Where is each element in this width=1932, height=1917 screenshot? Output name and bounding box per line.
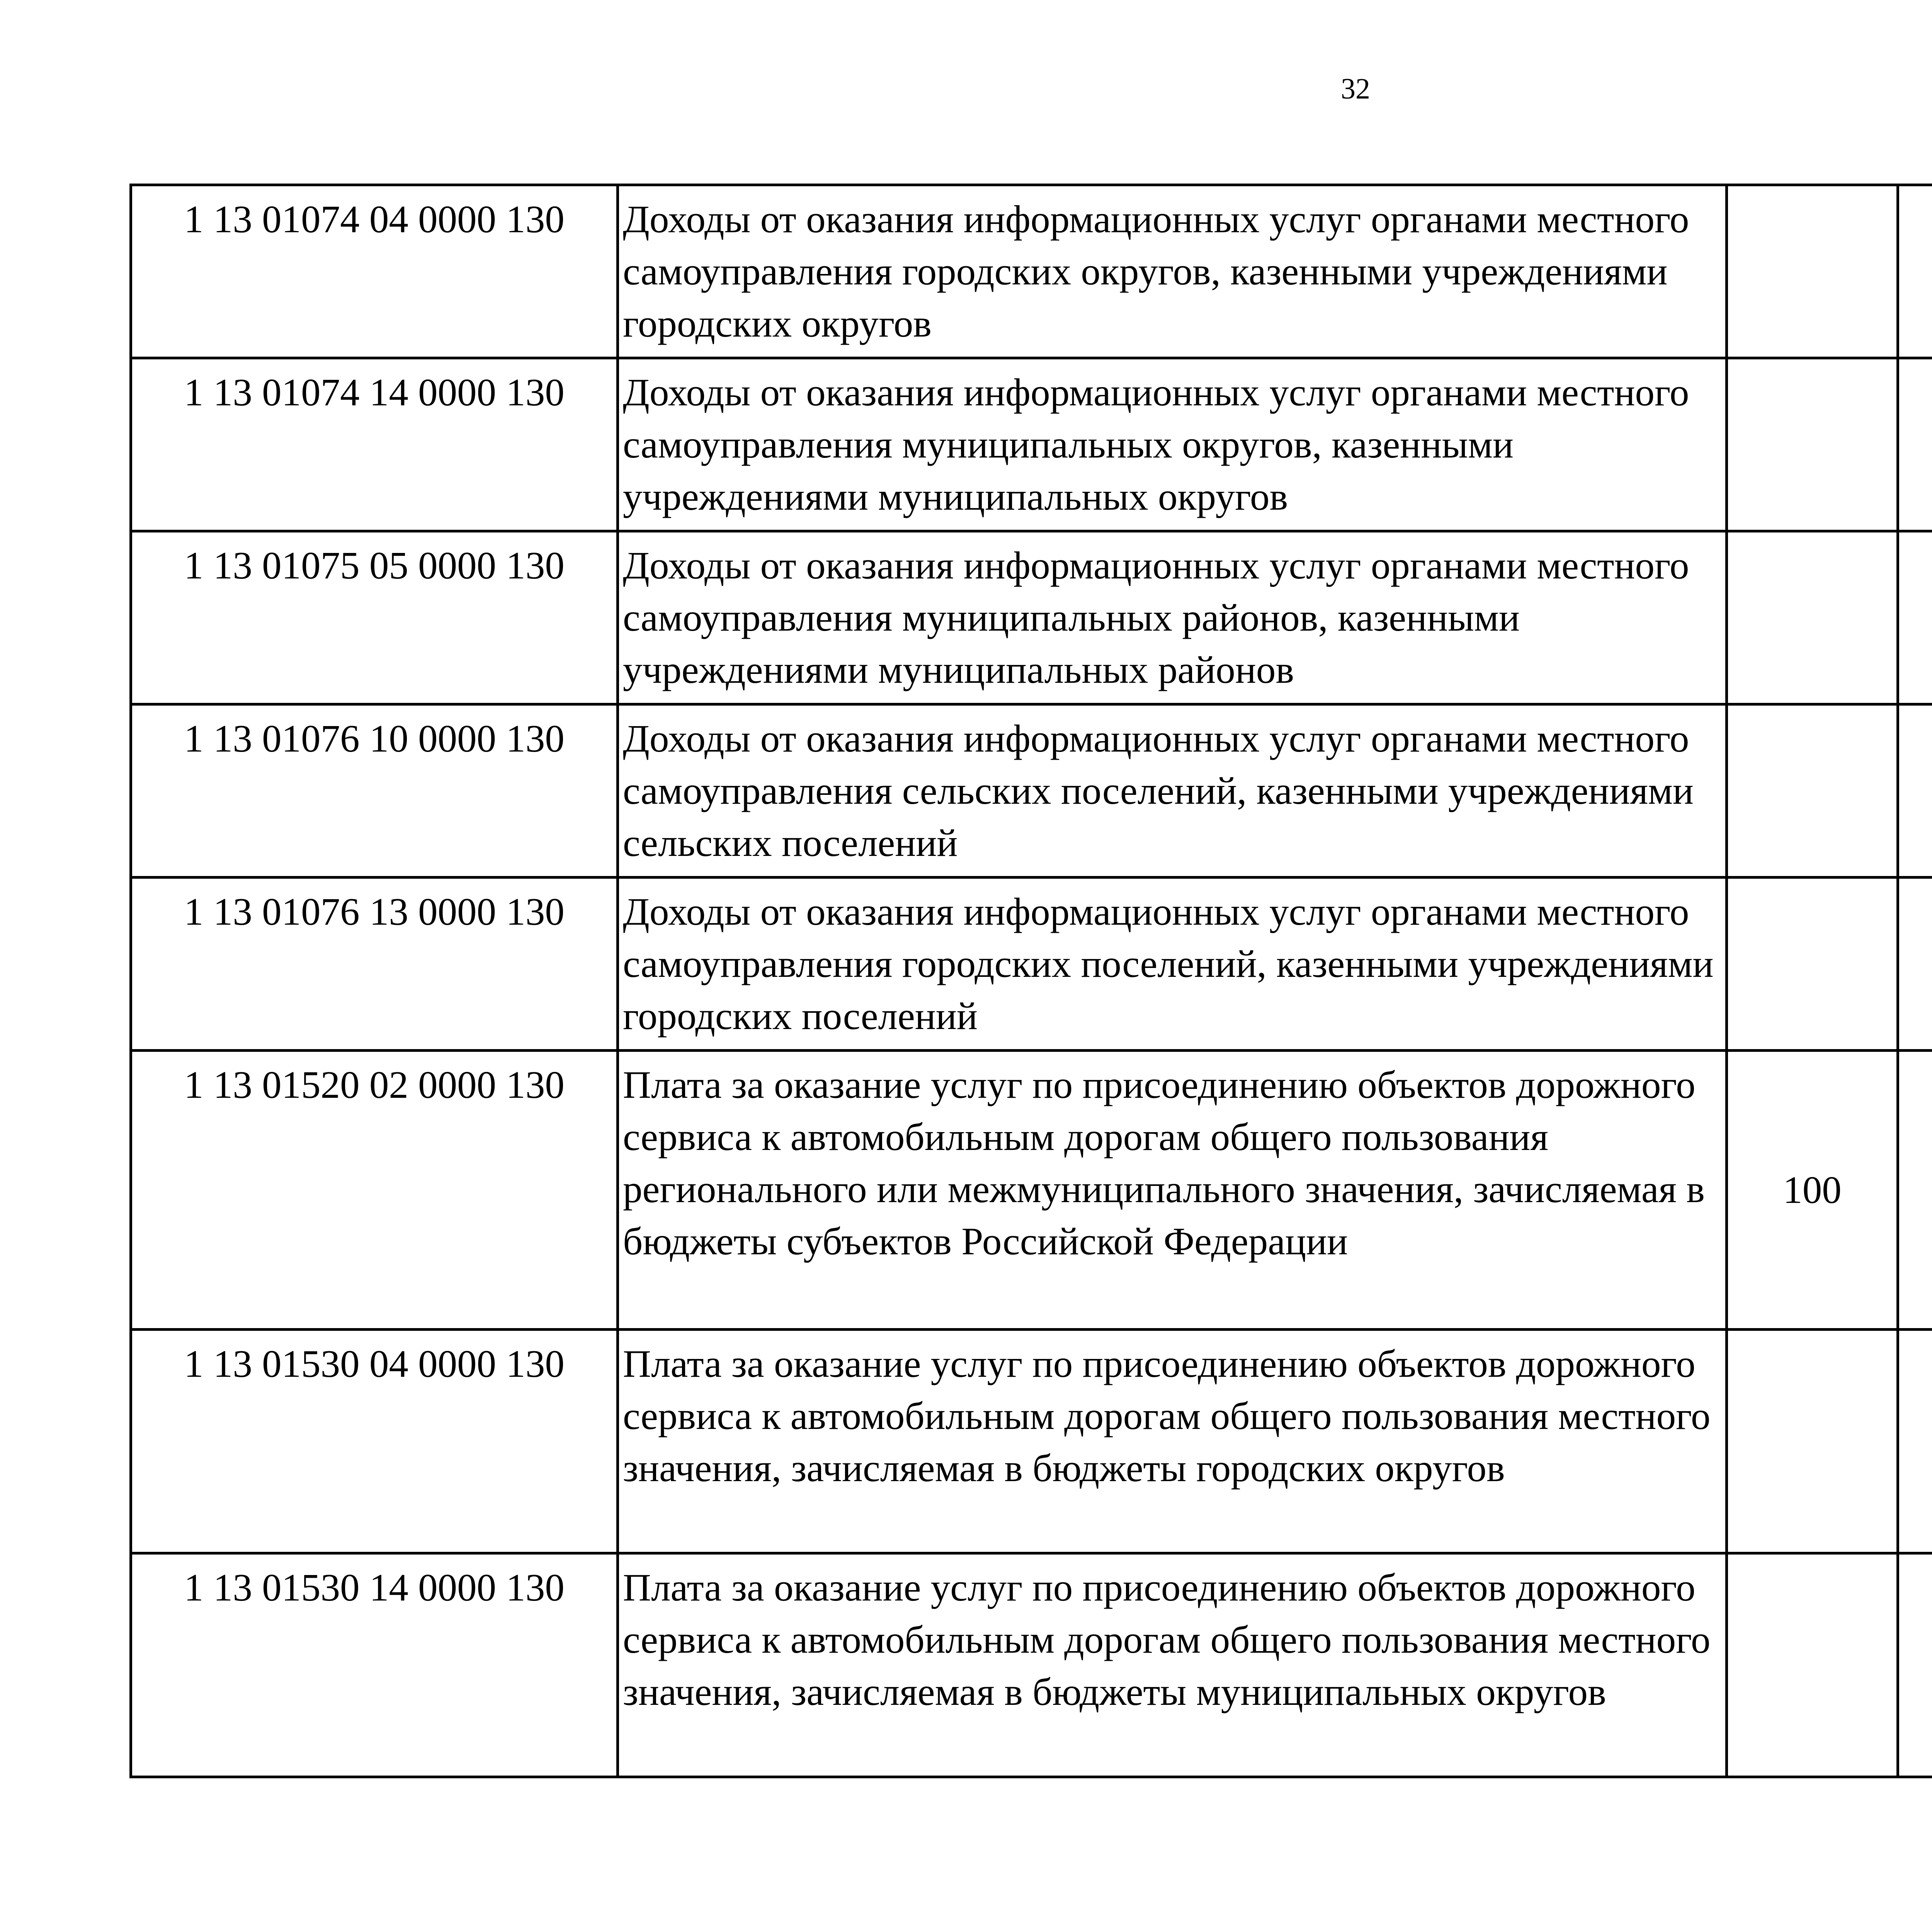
value-cell-subject-budget <box>1727 878 1898 1051</box>
description-cell: Плата за оказание услуг по присоединению объектов дорожного сервиса к автомобильным дорогам общего пользования местного значения, зачисляемая в бюджеты городских округов <box>618 1330 1727 1553</box>
table-row <box>131 185 1932 358</box>
value-cell-okrug-budget <box>1898 185 1932 358</box>
description-cell: Доходы от оказания информационных услуг органами местного самоуправления городских округов, казенными учреждениями городских округов <box>618 185 1727 358</box>
table-row <box>131 531 1932 704</box>
description-cell: Доходы от оказания информационных услуг органами местного самоуправления городских поселений, казенными учреждениями городских поселений <box>618 878 1727 1051</box>
value-cell-subject-budget <box>1727 358 1898 531</box>
table-row <box>131 878 1932 1051</box>
value-cell-subject-budget <box>1727 531 1898 704</box>
budget-code-cell: 1 13 01520 02 0000 130 <box>131 1051 618 1330</box>
description-cell: Доходы от оказания информационных услуг органами местного самоуправления муниципальных округов, казенными учреждениями муниципальных округов <box>618 358 1727 531</box>
table-row <box>131 358 1932 531</box>
value-cell-okrug-budget <box>1898 1330 1932 1553</box>
table-row <box>131 1330 1932 1553</box>
description-cell: Плата за оказание услуг по присоединению объектов дорожного сервиса к автомобильным дорогам общего пользования регионального или межмуниципального значения, зачисляемая в бюджеты субъектов Российской Федерации <box>618 1051 1727 1330</box>
budget-code-cell: 1 13 01074 14 0000 130 <box>131 358 618 531</box>
budget-code-cell: 1 13 01530 14 0000 130 <box>131 1553 618 1777</box>
value-cell-subject-budget <box>1727 704 1898 878</box>
description-cell: Доходы от оказания информационных услуг органами местного самоуправления муниципальных районов, казенными учреждениями муниципальных районов <box>618 531 1727 704</box>
value-cell-subject-budget <box>1727 1330 1898 1553</box>
value-cell-okrug-budget <box>1898 878 1932 1051</box>
table-row <box>131 1553 1932 1777</box>
budget-code-cell: 1 13 01530 04 0000 130 <box>131 1330 618 1553</box>
value-cell-okrug-budget <box>1898 1051 1932 1330</box>
value-cell-subject-budget <box>1727 185 1898 358</box>
budget-code-cell: 1 13 01075 05 0000 130 <box>131 531 618 704</box>
budget-code-cell: 1 13 01076 10 0000 130 <box>131 704 618 878</box>
value-cell-okrug-budget <box>1898 704 1932 878</box>
budget-code-cell: 1 13 01076 13 0000 130 <box>131 878 618 1051</box>
value-cell-okrug-budget <box>1898 1553 1932 1777</box>
page-number: 32 <box>1341 73 1370 105</box>
description-cell: Плата за оказание услуг по присоединению объектов дорожного сервиса к автомобильным дорогам общего пользования местного значения, зачисляемая в бюджеты муниципальных округов <box>618 1553 1727 1777</box>
description-cell: Доходы от оказания информационных услуг органами местного самоуправления сельских поселений, казенными учреждениями сельских поселений <box>618 704 1727 878</box>
value-cell-subject-budget: 100 <box>1727 1051 1898 1330</box>
table-row <box>131 1051 1932 1330</box>
table-row <box>131 704 1932 878</box>
budget-code-cell: 1 13 01074 04 0000 130 <box>131 185 618 358</box>
value-cell-okrug-budget <box>1898 531 1932 704</box>
revenue-distribution-table <box>129 184 1932 1778</box>
value-cell-okrug-budget <box>1898 358 1932 531</box>
value-cell-subject-budget <box>1727 1553 1898 1777</box>
